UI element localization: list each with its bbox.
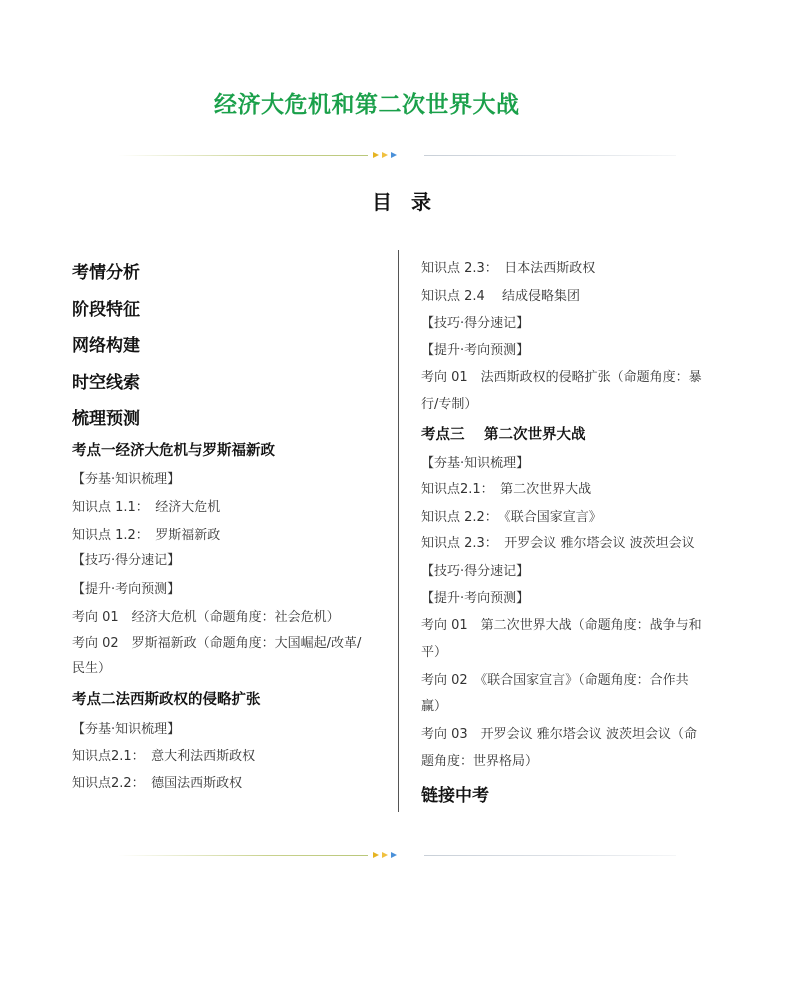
right-toc-entry: 行/专制） [421, 397, 478, 412]
left-toc-entry: 考情分析 [72, 263, 140, 283]
right-toc-entry: 赢） [421, 699, 448, 714]
left-toc-entry: 知识点 1.2： 罗斯福新政 [72, 528, 221, 543]
right-toc-entry: 考向 01 法西斯政权的侵略扩张（命题角度：暴 [421, 370, 702, 385]
right-toc-entry: 知识点 2.2： 《联合国家宣言》 [421, 510, 602, 525]
divider-line-right [424, 855, 676, 856]
left-toc-entry: 考向 02 罗斯福新政（命题角度：大国崛起/改革/ [72, 636, 362, 651]
left-toc-entry: 知识点2.2： 德国法西斯政权 [72, 776, 243, 791]
left-toc-entry: 时空线索 [72, 373, 140, 393]
left-toc-entry: 【夯基·知识梳理】 [72, 472, 181, 487]
left-toc-entry: 【提升·考向预测】 [72, 582, 181, 597]
divider-line-right [424, 155, 676, 156]
right-toc-entry: 考点三 第二次世界大战 [421, 427, 586, 443]
left-toc-entry: 知识点 1.1： 经济大危机 [72, 500, 221, 515]
left-toc-entry: 考点二法西斯政权的侵略扩张 [72, 692, 261, 708]
left-toc-entry: 民生） [72, 661, 112, 676]
divider-line-left [118, 855, 368, 856]
right-toc-entry: 链接中考 [421, 786, 489, 806]
document-title: 经济大危机和第二次世界大战 [214, 92, 520, 118]
right-toc-entry: 知识点 2.3： 日本法西斯政权 [421, 261, 596, 276]
left-toc-entry: 知识点2.1： 意大利法西斯政权 [72, 749, 256, 764]
right-toc-entry: 【提升·考向预测】 [421, 343, 530, 358]
right-toc-entry: 题角度：世界格局） [421, 754, 539, 769]
right-toc-entry: 【夯基·知识梳理】 [421, 456, 530, 471]
bottom-divider [118, 850, 676, 860]
right-toc-entry: 【技巧·得分速记】 [421, 564, 530, 579]
column-divider [398, 250, 399, 812]
right-toc-entry: 【提升·考向预测】 [421, 591, 530, 606]
right-toc-entry: 知识点 2.4 结成侵略集团 [421, 289, 580, 304]
arrow-ornament-icon [373, 850, 413, 860]
right-toc-entry: 考向 02 《联合国家宣言》（命题角度：合作共 [421, 673, 689, 688]
divider-line-left [118, 155, 368, 156]
top-divider [118, 150, 676, 160]
left-toc-entry: 【技巧·得分速记】 [72, 553, 181, 568]
left-toc-entry: 考点一经济大危机与罗斯福新政 [72, 443, 275, 459]
left-toc-entry: 【夯基·知识梳理】 [72, 722, 181, 737]
right-toc-entry: 考向 01 第二次世界大战（命题角度：战争与和 [421, 618, 702, 633]
left-toc-entry: 阶段特征 [72, 300, 140, 320]
left-toc-entry: 网络构建 [72, 336, 140, 356]
right-toc-entry: 知识点2.1： 第二次世界大战 [421, 482, 592, 497]
right-toc-entry: 平） [421, 645, 448, 660]
left-toc-entry: 考向 01 经济大危机（命题角度：社会危机） [72, 610, 340, 625]
right-toc-entry: 考向 03 开罗会议 雅尔塔会议 波茨坦会议（命 [421, 727, 697, 742]
arrow-ornament-icon [373, 150, 413, 160]
right-toc-entry: 知识点 2.3： 开罗会议 雅尔塔会议 波茨坦会议 [421, 536, 695, 551]
right-toc-entry: 【技巧·得分速记】 [421, 316, 530, 331]
left-toc-entry: 梳理预测 [72, 409, 140, 429]
toc-heading: 目 录 [372, 190, 437, 214]
